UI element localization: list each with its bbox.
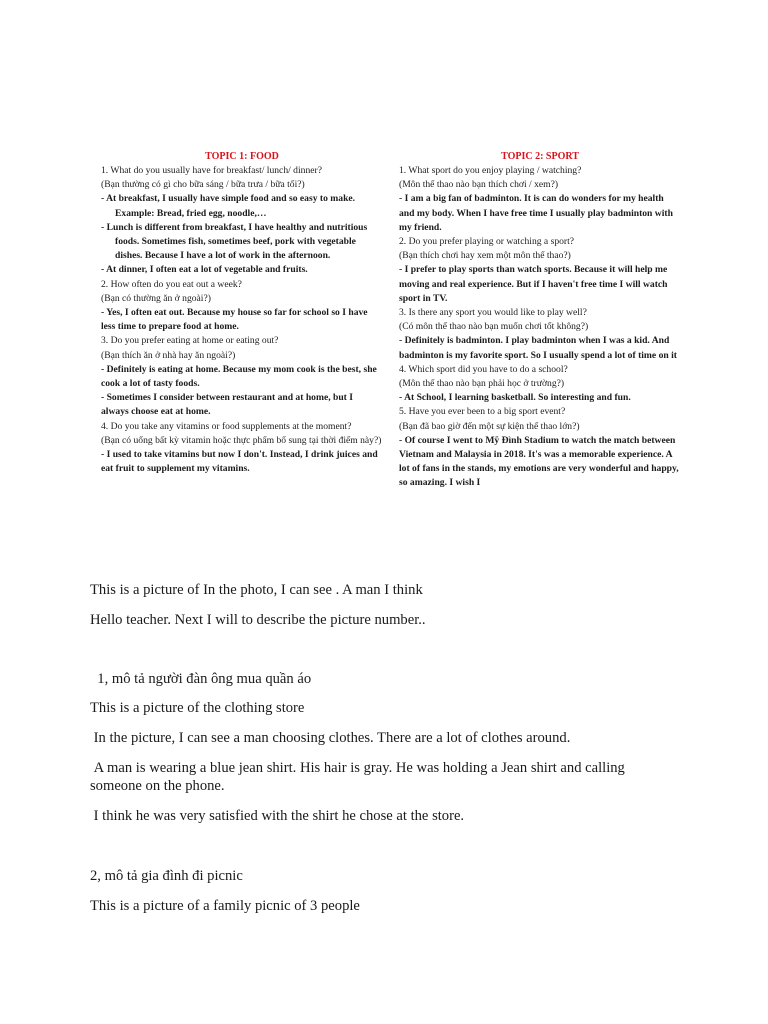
topic-food-lines [101, 164, 383, 476]
paragraph-clothing-store: This is a picture of the clothing store [90, 700, 305, 716]
topic-line: - Sometimes I consider between restaurant and at home, but I always choose eat at home. [101, 392, 354, 418]
topic-line: 4. Which sport did you have to do a school? [399, 363, 568, 375]
topic-sport-title: TOPIC 2: SPORT [501, 151, 579, 162]
topic-line: (Bạn thích ăn ở nhà hay ăn ngoài?) [101, 349, 236, 361]
topic-line: - Definitely is badminton. I play badminton when I was a kid. And badminton is my favorite sport. So I usually spend a lot of time on it [399, 335, 677, 361]
topic-line: - Lunch is different from breakfast, I have healthy and nutritious foods. Sometimes fish, sometimes beef, pork with vegetable dishes. Because I have a lot of work in the afternoon. [101, 221, 368, 262]
topic-line: (Môn thể thao nào bạn thích chơi / xem?) [399, 179, 559, 191]
paragraph-heading-clothes: 1, mô tả người đàn ông mua quần áo [90, 671, 312, 687]
paragraph-heading-picnic: 2, mô tả gia đình đi picnic [90, 868, 243, 884]
topic-line: (Bạn thường có gì cho bữa sáng / bữa trưa / bữa tối?) [101, 179, 305, 191]
topic-line: 5. Have you ever been to a big sport event? [399, 406, 566, 418]
topic-line: - At breakfast, I usually have simple food and so easy to make. Example: Bread, fried egg, noodle,… [101, 193, 356, 219]
paragraph-intro-placeholder: This is a picture of In the photo, I can see . A man I think [90, 582, 423, 598]
topic-line: - At dinner, I often eat a lot of vegetable and fruits. [101, 264, 308, 276]
paragraph-satisfied: I think he was very satisfied with the shirt he chose at the store. [90, 808, 465, 824]
topic-line: - At School, I learning basketball. So interesting and fun. [399, 392, 631, 404]
paragraph-greeting: Hello teacher. Next I will to describe the picture number.. [90, 612, 426, 628]
topic-food-column [101, 150, 383, 476]
topic-line: - I prefer to play sports than watch sports. Because it will help me moving and real experience. But if I haven't free time I will watch sport in TV. [399, 264, 668, 304]
topic-sport-column [399, 150, 681, 491]
topic-line: 3. Do you prefer eating at home or eating out? [101, 335, 279, 347]
topic-line: - Yes, I often eat out. Because my house so far for school so I have less time to prepare food at home. [101, 307, 368, 333]
topic-sport-lines [399, 164, 681, 491]
paragraph-man-choosing: In the picture, I can see a man choosing clothes. There are a lot of clothes around. [90, 730, 571, 746]
topic-food-title: TOPIC 1: FOOD [205, 151, 279, 162]
topic-line: (Môn thể thao nào bạn phải học ở trường?) [399, 378, 565, 390]
topic-line: (Bạn có uống bất kỳ vitamin hoặc thực phẩm bổ sung tại thời điểm này?) [101, 434, 382, 446]
topic-line: - Of course I went to Mỹ Đình Stadium to watch the match between Vietnam and Malaysia in 2018. It's was a memorable experience. A lot of fans in the stands, my emotions are very wonderful and happy, so amazing. I wish I [399, 434, 679, 489]
topic-line: (Bạn có thường ăn ở ngoài?) [101, 292, 211, 304]
topic-line: (Có môn thể thao nào bạn muốn chơi tốt không?) [399, 321, 589, 333]
topic-line: - I used to take vitamins but now I don't. Instead, I drink juices and eat fruit to supplement my vitamins. [101, 449, 378, 475]
topic-line: (Bạn đã bao giờ đến một sự kiện thể thao lớn?) [399, 420, 580, 432]
topic-line: 1. What do you usually have for breakfast/ lunch/ dinner? [101, 165, 322, 176]
topic-line: 4. Do you take any vitamins or food supplements at the moment? [101, 420, 352, 432]
paragraph-family-picnic: This is a picture of a family picnic of 3 people [90, 898, 360, 914]
topic-line: (Bạn thích chơi hay xem một môn thể thao?) [399, 250, 571, 262]
topic-line: 2. Do you prefer playing or watching a sport? [399, 236, 575, 248]
paragraph-man-wearing: A man is wearing a blue jean shirt. His hair is gray. He was holding a Jean shirt and calling someone on the phone. [90, 760, 629, 794]
topic-line: 3. Is there any sport you would like to play well? [399, 307, 587, 319]
topic-line: - I am a big fan of badminton. It is can do wonders for my health and my body. When I have free time I usually play badminton with my friend. [399, 193, 673, 233]
topic-line: 1. What sport do you enjoy playing / watching? [399, 165, 582, 176]
topic-line: - Definitely is eating at home. Because my mom cook is the best, she cook a lot of tasty foods. [101, 363, 377, 390]
scanned-topics-image [95, 148, 685, 510]
topic-line: 2. How often do you eat out a week? [101, 278, 242, 290]
